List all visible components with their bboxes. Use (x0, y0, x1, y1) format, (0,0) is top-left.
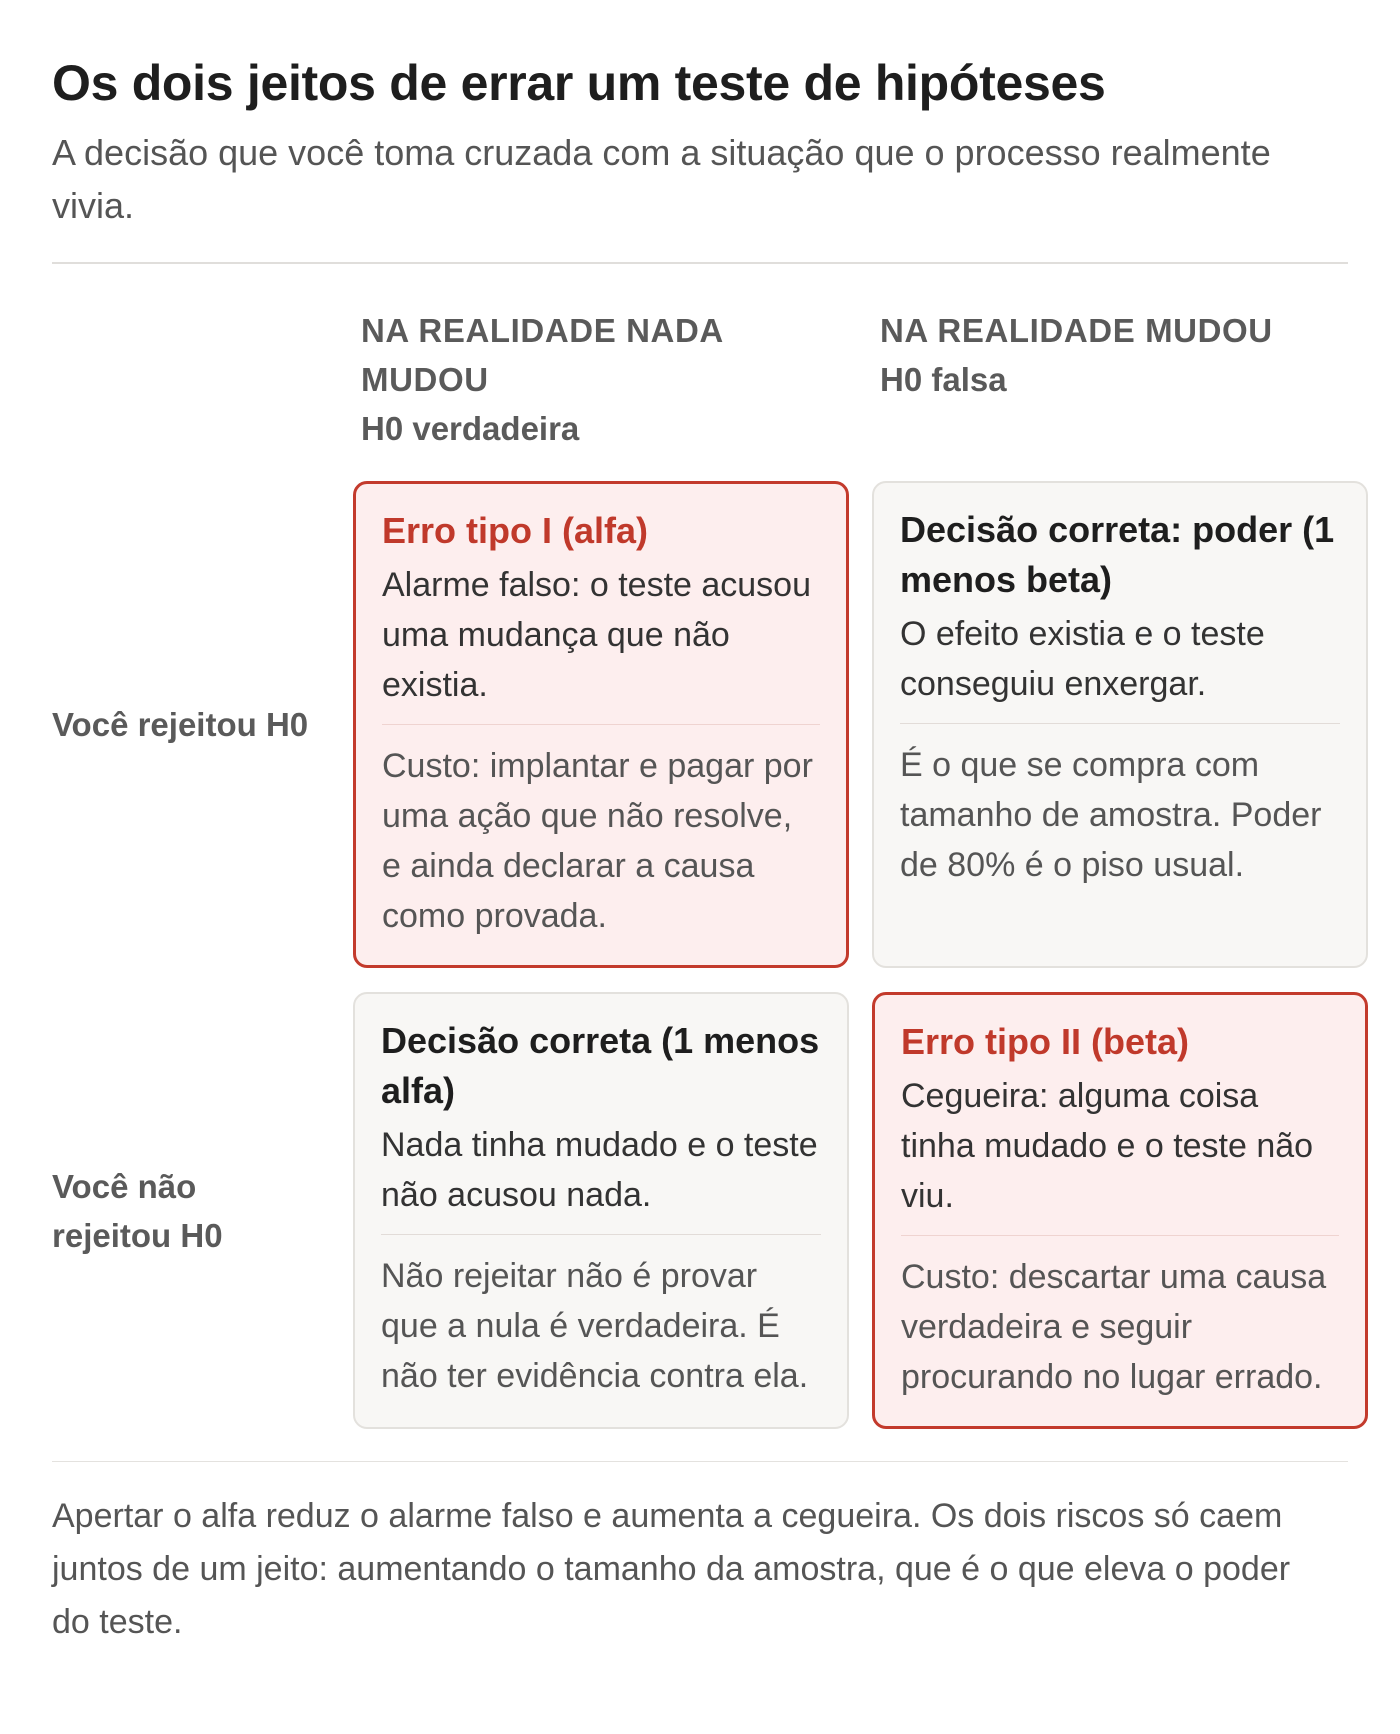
footer-divider (52, 1461, 1348, 1462)
matrix-corner (52, 306, 330, 457)
cell-correct-acceptance-title: Decisão correta (1 menos alfa) (381, 1020, 820, 1111)
cell-divider (382, 724, 820, 725)
row-header-not-rejected-label: Você não rejeitou H0 (52, 1167, 223, 1254)
cell-correct-acceptance-note: Não rejeitar não é provar que a nula é verdadeira. É não ter evidência contra ela. (381, 1257, 809, 1395)
cell-divider (900, 723, 1340, 724)
cell-type-one-error-note: Custo: implantar e pagar por uma ação que não resolve, e ainda declarar a causa como provada. (382, 747, 813, 935)
cell-power-title: Decisão correta: poder (1 menos beta) (900, 509, 1335, 600)
cell-power-description: O efeito existia e o teste conseguiu enxergar. (900, 615, 1265, 703)
column-header-h0-false-sub: H0 falsa (880, 361, 1007, 398)
cell-power (872, 481, 1368, 968)
footer-note: Apertar o alfa reduz o alarme falso e aumenta a cegueira. Os dois riscos só caem juntos de um jeito: aumentando o tamanho da amostra, que é o que eleva o poder do teste. (52, 1497, 1291, 1641)
page-subtitle: A decisão que você toma cruzada com a situação que o processo realmente vivia. (52, 132, 1271, 226)
cell-type-two-error-description: Cegueira: alguma coisa tinha mudado e o teste não viu. (901, 1077, 1314, 1215)
column-header-h0-true-title: NA REALIDADE NADA MUDOU (361, 312, 723, 398)
cell-type-two-error-note: Custo: descartar uma causa verdadeira e seguir procurando no lugar errado. (901, 1258, 1327, 1396)
row-header-rejected (52, 481, 330, 968)
column-header-h0-true-sub: H0 verdadeira (361, 410, 580, 447)
cell-type-one-error (353, 481, 849, 968)
header-divider (52, 262, 1348, 264)
cell-correct-acceptance (353, 992, 849, 1429)
cell-divider (381, 1234, 821, 1235)
row-header-rejected-label: Você rejeitou H0 (52, 706, 309, 743)
decision-matrix (52, 306, 1348, 1429)
row-header-not-rejected (52, 992, 330, 1429)
cell-type-one-error-title: Erro tipo I (alfa) (382, 510, 649, 551)
cell-power-note: É o que se compra com tamanho de amostra. Poder de 80% é o piso usual. (900, 746, 1322, 884)
column-header-h0-false-title: NA REALIDADE MUDOU (880, 312, 1273, 349)
page-title: Os dois jeitos de errar um teste de hipóteses (52, 55, 1106, 111)
column-header-h0-false (872, 306, 1368, 457)
cell-type-one-error-description: Alarme falso: o teste acusou uma mudança que não existia. (382, 566, 812, 704)
cell-divider (901, 1235, 1339, 1236)
column-header-h0-true (353, 306, 849, 457)
cell-correct-acceptance-description: Nada tinha mudado e o teste não acusou nada. (381, 1126, 818, 1214)
cell-type-two-error-title: Erro tipo II (beta) (901, 1021, 1189, 1062)
cell-type-two-error (872, 992, 1368, 1429)
